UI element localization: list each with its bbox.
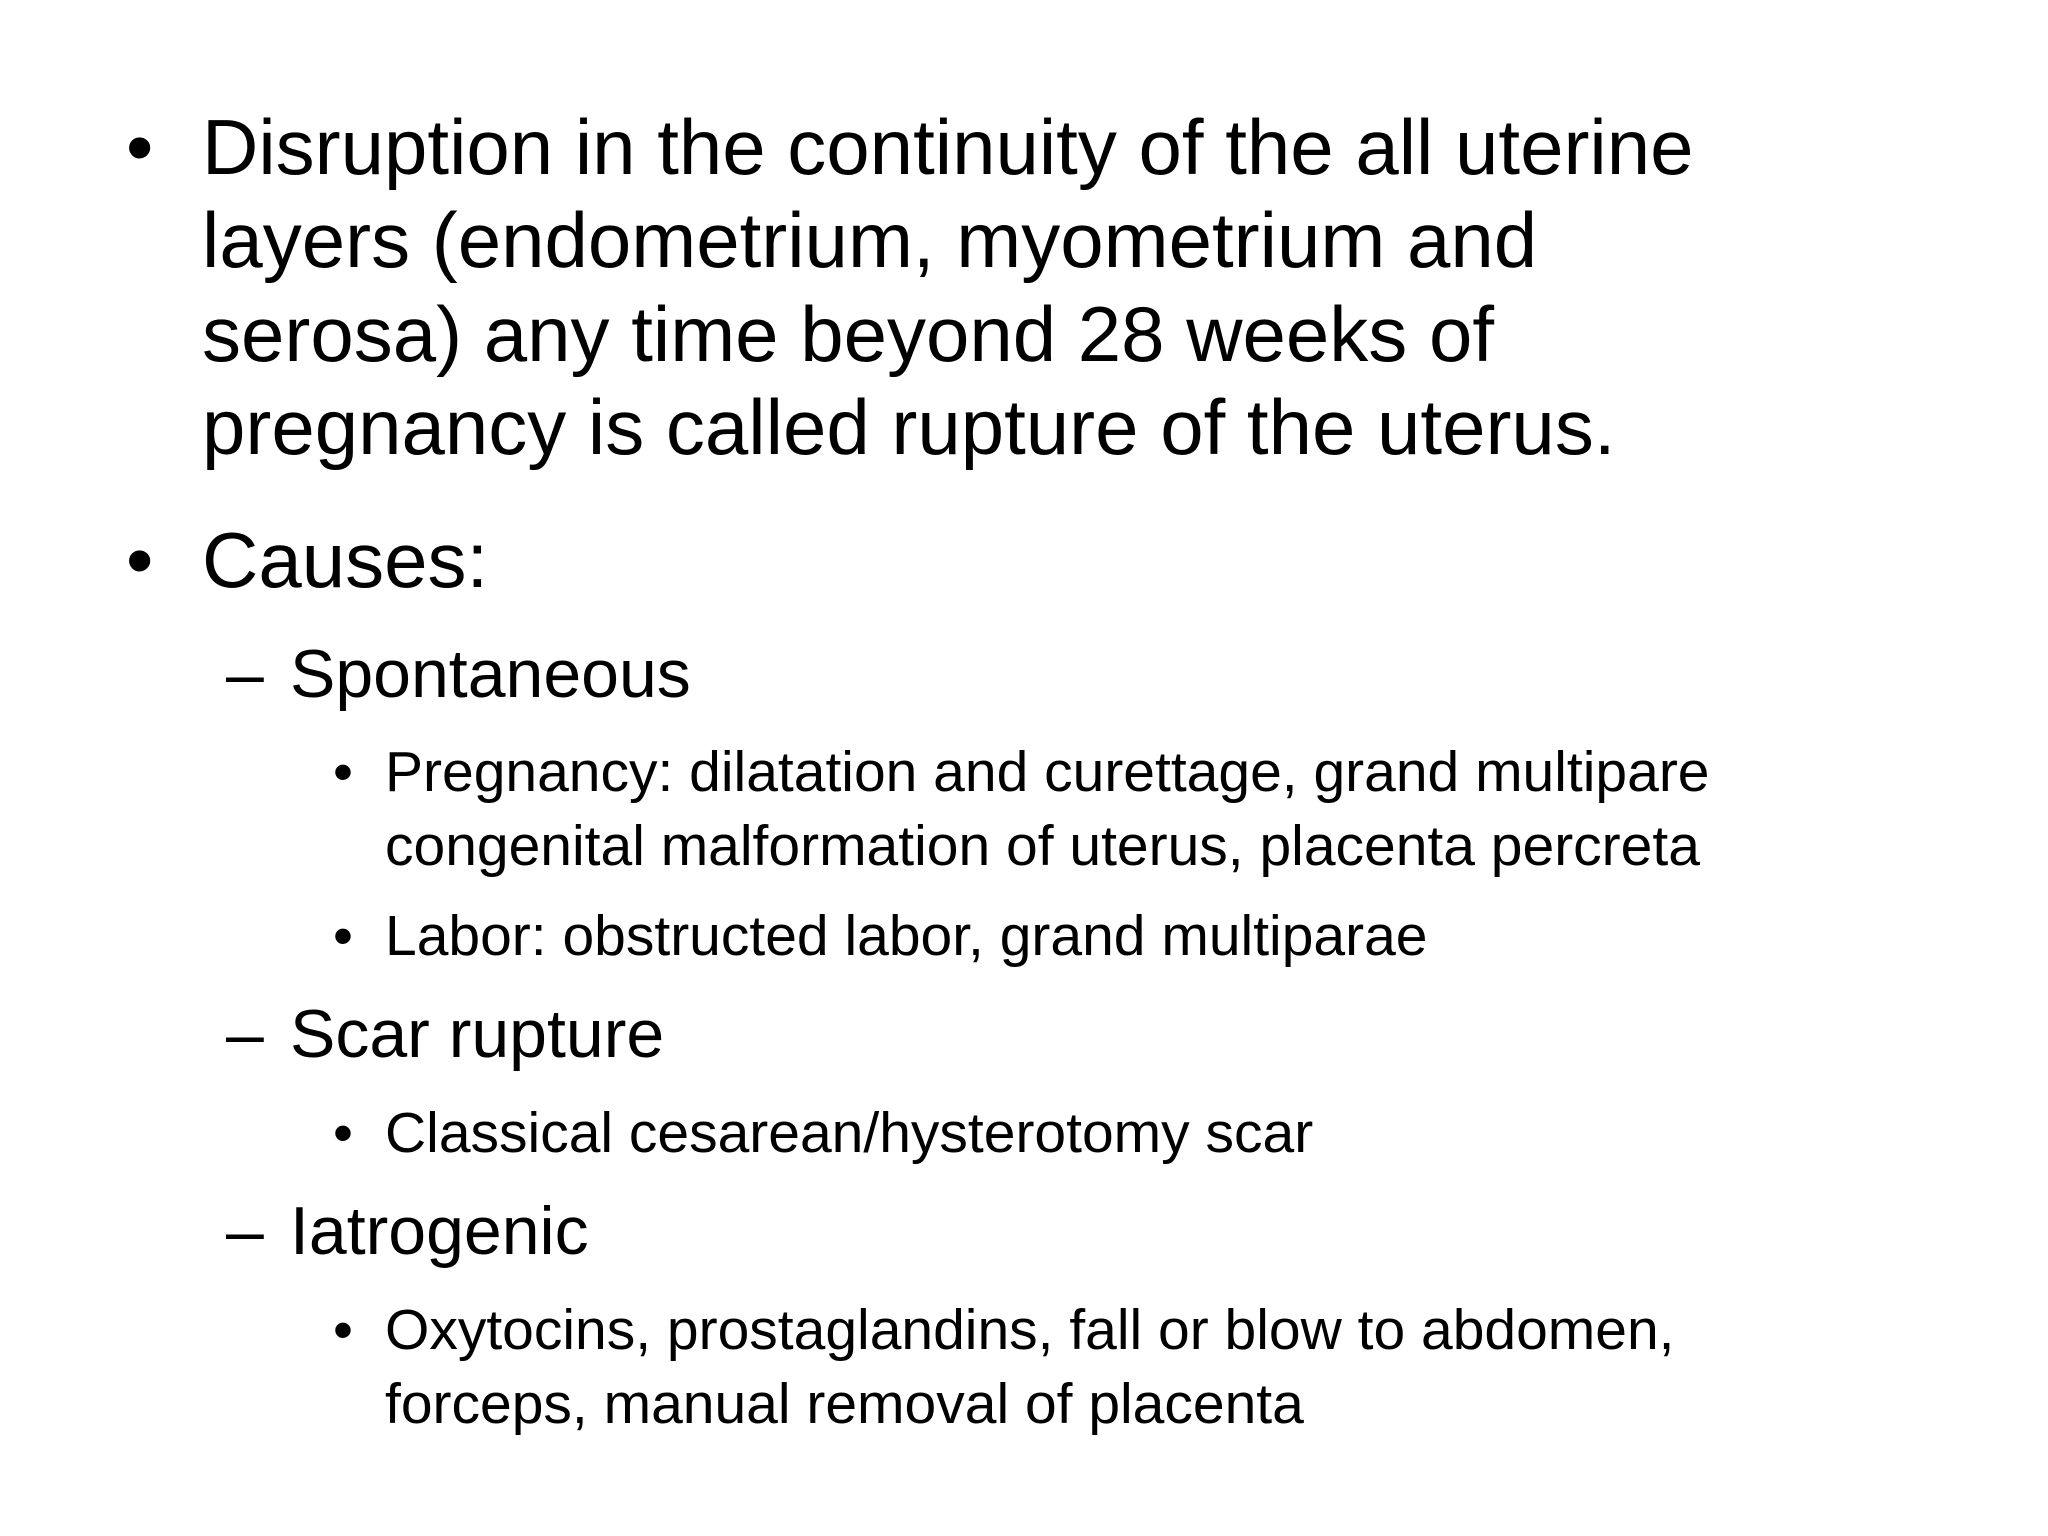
cause-title: Iatrogenic <box>290 1193 589 1269</box>
cause-title: Scar rupture <box>290 996 665 1072</box>
iatrogenic-line-1 <box>333 1297 1675 1363</box>
bullet-marker: • <box>333 1298 353 1362</box>
scar-classical <box>333 1100 1313 1166</box>
causes-bullet <box>126 515 488 606</box>
iatrogenic-line-2 <box>333 1371 1304 1437</box>
spontaneous-pregnancy-line-2 <box>333 813 1700 879</box>
definition-bullet-line-4 <box>126 382 1615 473</box>
cause-title: Spontaneous <box>290 636 691 712</box>
sub-item-text: forceps, manual removal of placenta <box>385 1372 1304 1436</box>
cause-scar-rupture <box>226 995 664 1073</box>
sub-item-text: Labor: obstructed labor, grand multiparae <box>385 904 1428 968</box>
causes-heading: Causes: <box>202 516 489 604</box>
bullet-marker: • <box>126 516 154 604</box>
definition-text-line-4: pregnancy is called rupture of the uterus. <box>202 383 1616 471</box>
definition-bullet-line-2 <box>126 195 1537 286</box>
bullet-marker: • <box>333 1101 353 1165</box>
bullet-marker: • <box>333 740 353 804</box>
definition-text-line-2: layers (endometrium, myometrium and <box>202 196 1538 284</box>
dash-marker: – <box>226 636 264 712</box>
sub-item-text: Classical cesarean/hysterotomy scar <box>385 1101 1314 1165</box>
sub-item-text: Pregnancy: dilatation and curettage, grand multipare <box>385 740 1710 804</box>
sub-item-text: Oxytocins, prostaglandins, fall or blow to abdomen, <box>385 1298 1675 1362</box>
definition-bullet-line-1 <box>126 102 1694 193</box>
bullet-marker: • <box>333 904 353 968</box>
spontaneous-pregnancy-line-1 <box>333 739 1710 805</box>
cause-iatrogenic <box>226 1192 589 1270</box>
definition-text-line-1: Disruption in the continuity of the all uterine <box>202 103 1694 191</box>
dash-marker: – <box>226 1193 264 1269</box>
definition-bullet-line-3 <box>126 289 1494 380</box>
sub-item-text: congenital malformation of uterus, placenta percreta <box>385 814 1700 878</box>
dash-marker: – <box>226 996 264 1072</box>
definition-text-line-3: serosa) any time beyond 28 weeks of <box>202 290 1495 378</box>
bullet-marker: • <box>126 103 154 191</box>
cause-spontaneous <box>226 635 691 713</box>
spontaneous-labor <box>333 903 1427 969</box>
